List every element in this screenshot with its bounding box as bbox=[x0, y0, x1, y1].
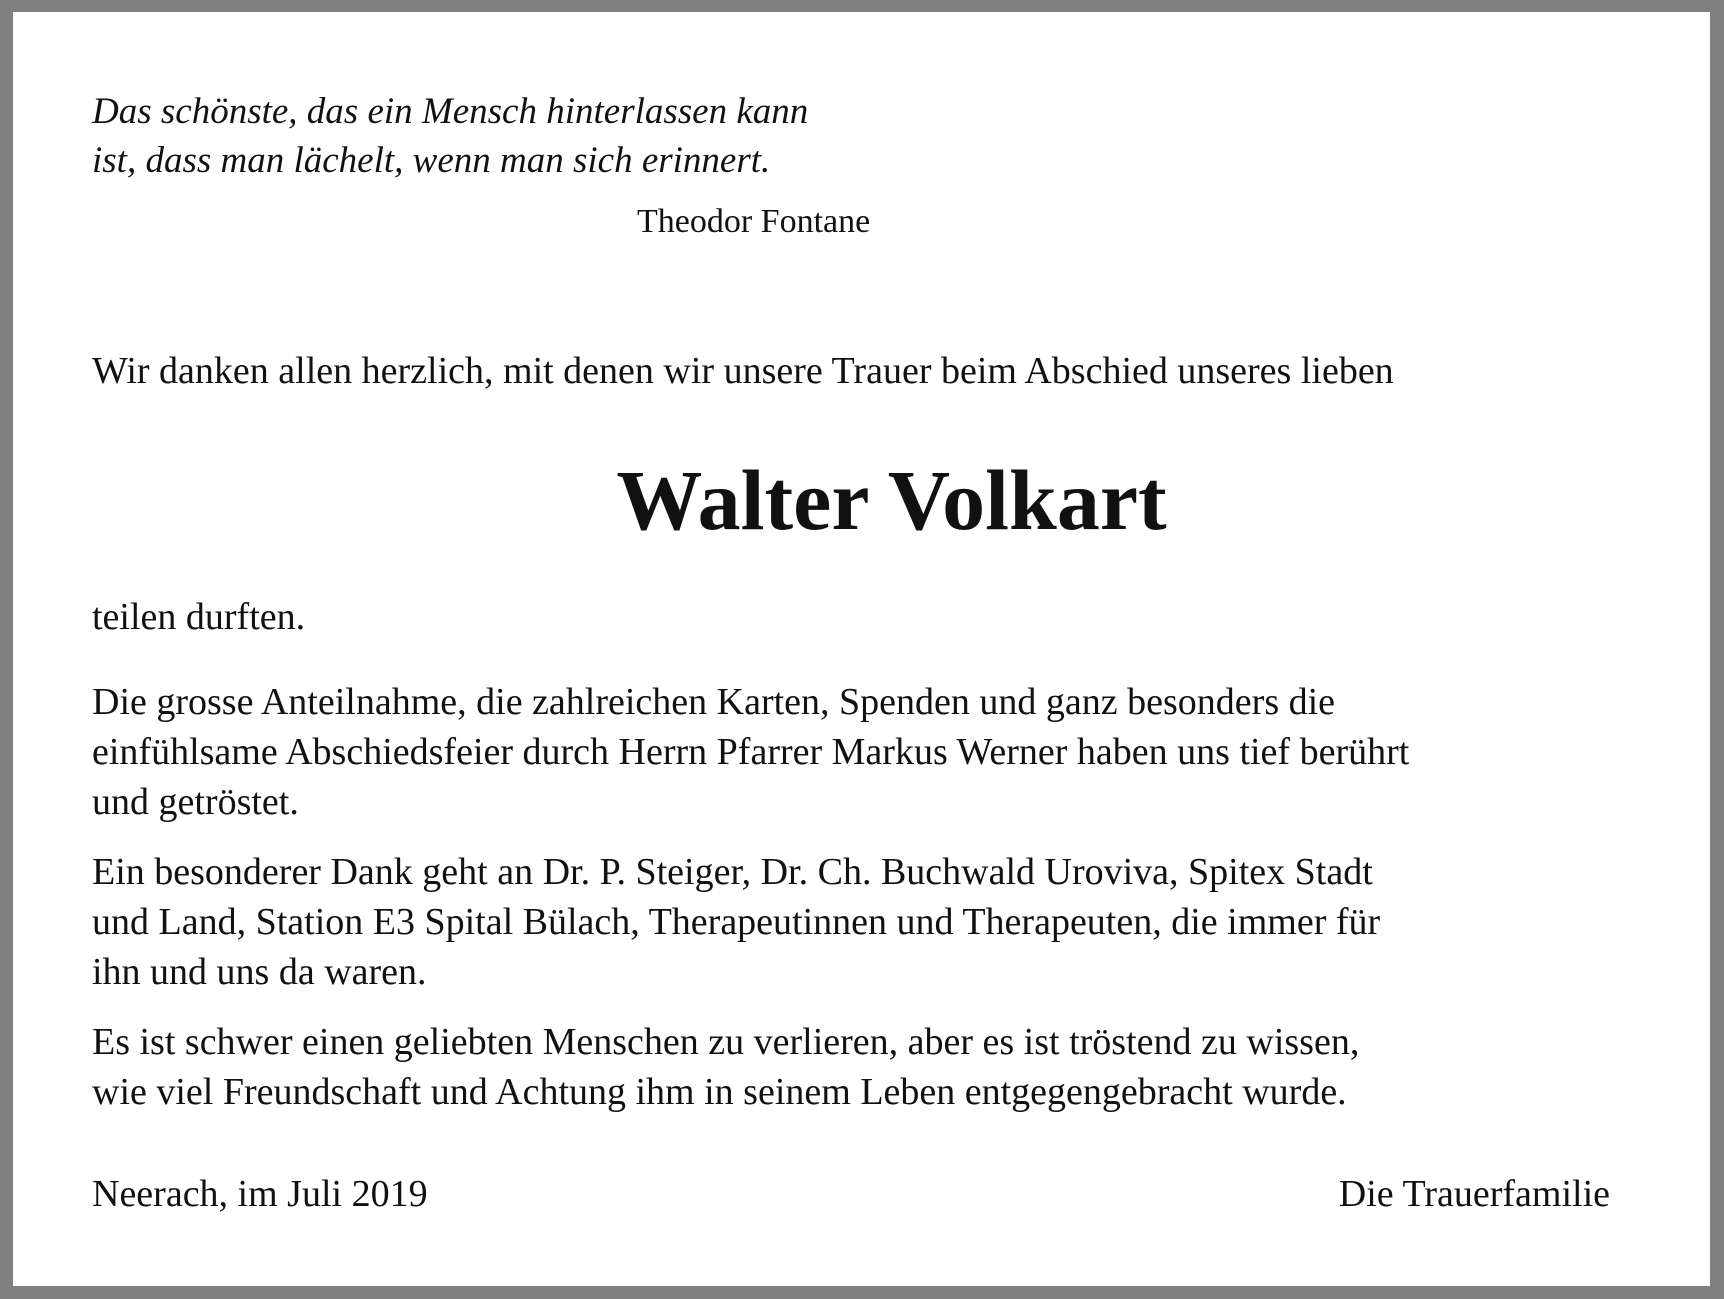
obituary-card bbox=[13, 12, 1710, 1286]
quote-line: Das schönste, das ein Mensch hinterlassen kann bbox=[92, 91, 809, 132]
paragraph-closing-intro bbox=[92, 592, 305, 642]
paragraph-line: und Land, Station E3 Spital Bülach, Therapeutinnen und Therapeuten, die immer für bbox=[92, 901, 1381, 943]
quote-line: ist, dass man lächelt, wenn man sich erinnert. bbox=[92, 140, 771, 181]
paragraph-line: und getröstet. bbox=[92, 781, 299, 823]
paragraph-line: Die grosse Anteilnahme, die zahlreichen Karten, Spenden und ganz besonders die bbox=[92, 681, 1336, 723]
paragraph-line: ihn und uns da waren. bbox=[92, 951, 427, 993]
deceased-name: Walter Volkart bbox=[616, 452, 1167, 548]
paragraph-line: wie viel Freundschaft und Achtung ihm in seinem Leben entgegengebracht wurde. bbox=[92, 1071, 1347, 1113]
quote-block bbox=[92, 87, 808, 185]
signature: Die Trauerfamilie bbox=[1338, 1173, 1610, 1215]
paragraph-line: Ein besonderer Dank geht an Dr. P. Steiger, Dr. Ch. Buchwald Uroviva, Spitex Stadt bbox=[92, 851, 1373, 893]
paragraph-sympathy bbox=[92, 677, 1409, 827]
paragraph-line: einfühlsame Abschiedsfeier durch Herrn Pfarrer Markus Werner haben uns tief berührt bbox=[92, 731, 1410, 773]
quote-author: Theodor Fontane bbox=[637, 203, 871, 240]
paragraph-consolation bbox=[92, 1017, 1359, 1117]
paragraph-thanks bbox=[92, 847, 1380, 997]
intro-text: Wir danken allen herzlich, mit denen wir unsere Trauer beim Abschied unseres lieben bbox=[92, 350, 1394, 392]
paragraph-line: teilen durften. bbox=[92, 596, 306, 638]
paragraph-line: Es ist schwer einen geliebten Menschen zu verlieren, aber es ist tröstend zu wissen, bbox=[92, 1021, 1360, 1063]
place-date: Neerach, im Juli 2019 bbox=[92, 1173, 428, 1215]
